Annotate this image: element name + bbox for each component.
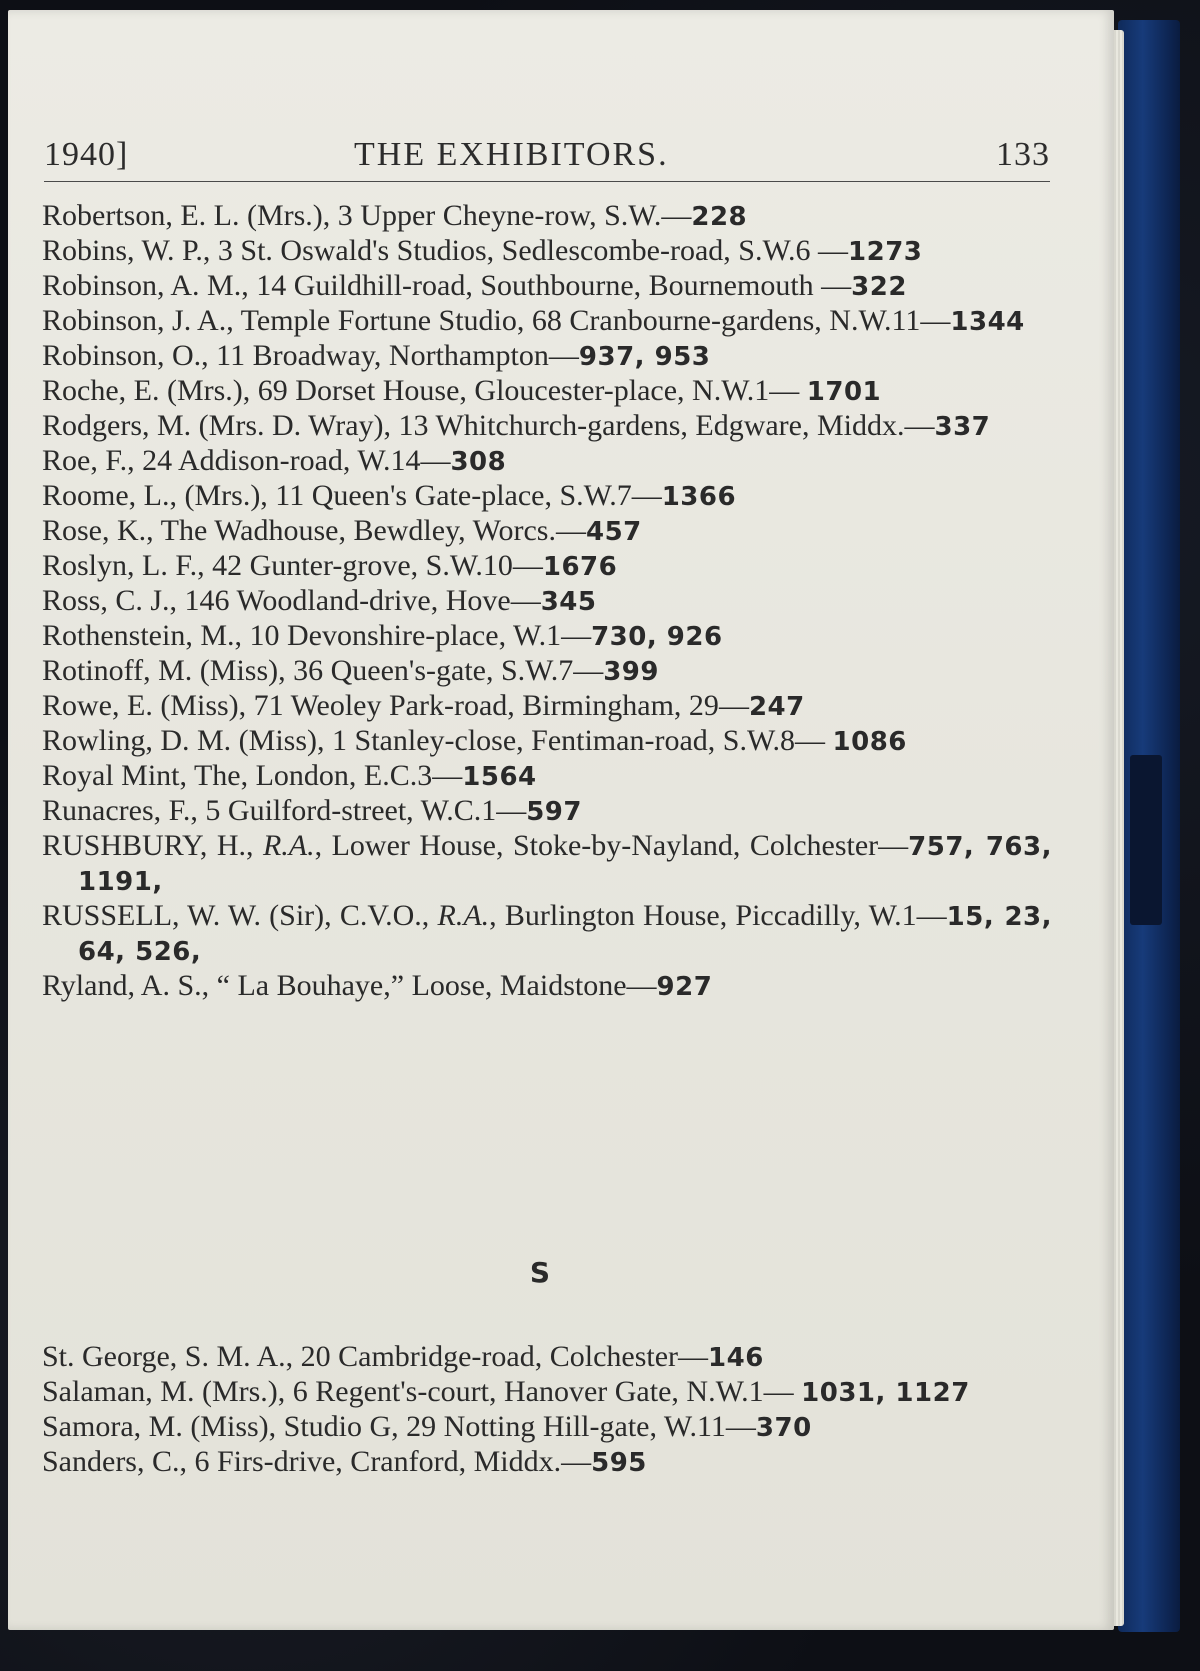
page-number: 133: [996, 136, 1050, 173]
exhibitor-list-r: [42, 199, 1052, 1004]
list-item: Rowe, E. (Miss), 71 Weoley Park-road, Birmingham, 29—247: [42, 689, 805, 722]
list-item: Samora, M. (Miss), Studio G, 29 Notting Hill-gate, W.11—370: [42, 1410, 812, 1443]
list-item: Royal Mint, The, London, E.C.3—1564: [42, 759, 537, 792]
list-item: Roome, L., (Mrs.), 11 Queen's Gate-place, S.W.7—1366: [42, 479, 737, 512]
list-item: Rodgers, M. (Mrs. D. Wray), 13 Whitchurch-gardens, Edgware, Middx.—337: [42, 409, 991, 442]
list-item: Robinson, A. M., 14 Guildhill-road, Southbourne, Bournemouth —322: [42, 269, 907, 302]
cover-ribbon: [1130, 755, 1162, 925]
running-header: [44, 130, 1050, 178]
list-item: Robinson, O., 11 Broadway, Northampton—937, 953: [42, 339, 711, 372]
list-item: Roe, F., 24 Addison-road, W.14—308: [42, 444, 507, 477]
list-item: Roslyn, L. F., 42 Gunter-grove, S.W.10—1676: [42, 549, 618, 582]
list-item: Sanders, C., 6 Firs-drive, Cranford, Middx.—595: [42, 1445, 647, 1478]
list-item: Rowling, D. M. (Miss), 1 Stanley-close, Fentiman-road, S.W.8— 1086: [42, 724, 907, 757]
list-item: Ryland, A. S., “ La Bouhaye,” Loose, Maidstone—927: [42, 969, 713, 1002]
list-item: Salaman, M. (Mrs.), 6 Regent's-court, Hanover Gate, N.W.1— 1031, 1127: [42, 1375, 970, 1408]
list-item: Rotinoff, M. (Miss), 36 Queen's-gate, S.W.7—399: [42, 654, 659, 687]
list-item: Ross, C. J., 146 Woodland-drive, Hove—345: [42, 584, 597, 617]
header-rule: [44, 181, 1050, 182]
header-title: THE EXHIBITORS.: [354, 136, 669, 173]
list-item: Runacres, F., 5 Guilford-street, W.C.1—597: [42, 794, 582, 827]
header-year: 1940]: [44, 136, 129, 173]
list-item: Roche, E. (Mrs.), 69 Dorset House, Gloucester-place, N.W.1— 1701: [42, 374, 882, 407]
list-item: Robins, W. P., 3 St. Oswald's Studios, Sedlescombe-road, S.W.6 —1273: [42, 234, 923, 267]
list-item: Rothenstein, M., 10 Devonshire-place, W.1—730, 926: [42, 619, 723, 652]
list-item: Rose, K., The Wadhouse, Bewdley, Worcs.—457: [42, 514, 642, 547]
list-item: RUSHBURY, H., R.A., Lower House, Stoke-by-Nayland, Colchester—757, 763, 1191,: [42, 829, 1052, 897]
list-item: Robertson, E. L. (Mrs.), 3 Upper Cheyne-row, S.W.—228: [42, 199, 748, 232]
exhibitor-list-s: [42, 1340, 1052, 1480]
section-heading: S: [529, 1256, 551, 1289]
list-item: RUSSELL, W. W. (Sir), C.V.O., R.A., Burlington House, Piccadilly, W.1—15, 23, 64, 526,: [42, 899, 1053, 967]
list-item: Robinson, J. A., Temple Fortune Studio, 68 Cranbourne-gardens, N.W.11—1344: [42, 304, 1025, 337]
list-item: St. George, S. M. A., 20 Cambridge-road, Colchester—146: [42, 1340, 764, 1373]
